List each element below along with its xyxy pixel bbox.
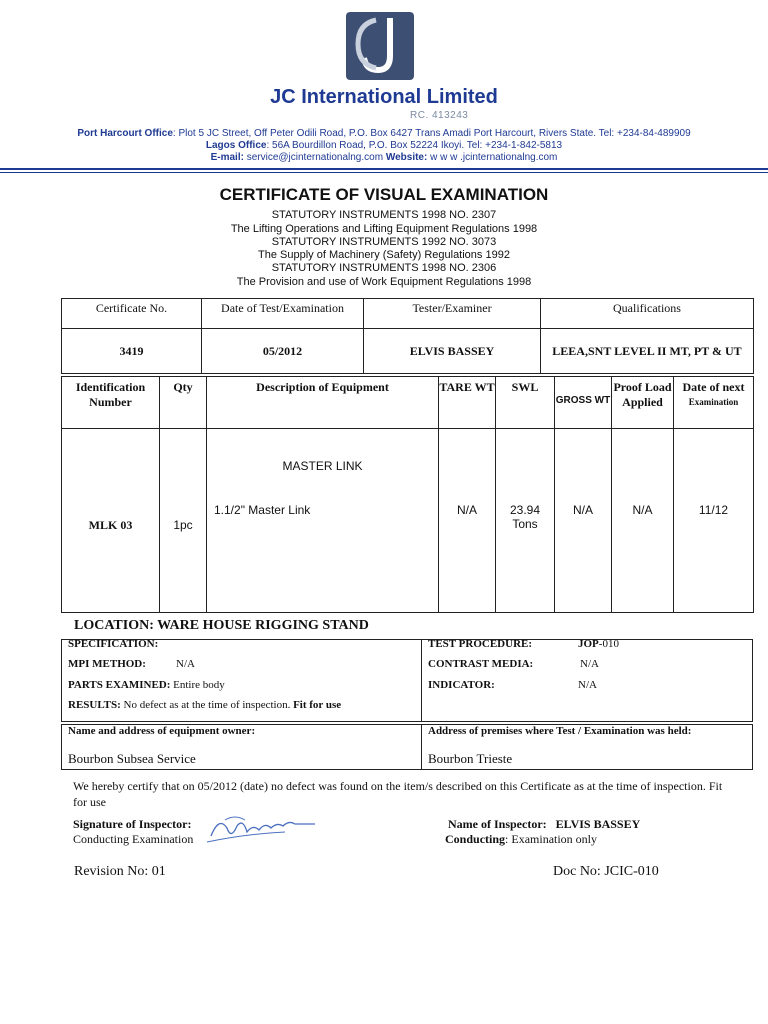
ph-office-line bbox=[0, 128, 768, 140]
swl-number: 23.94 bbox=[509, 503, 541, 517]
table-row bbox=[62, 429, 754, 613]
description-cell bbox=[207, 429, 439, 613]
id-value: MLK 03 bbox=[62, 429, 160, 613]
signature-sub: Conducting Examination bbox=[73, 832, 194, 846]
lagos-office-line bbox=[0, 140, 768, 152]
tester-header: Tester/Examiner bbox=[364, 299, 541, 329]
statute-line: STATUTORY INSTRUMENTS 1998 NO. 2307 bbox=[271, 209, 497, 221]
gross-value: N/A bbox=[555, 429, 612, 613]
test-procedure-value bbox=[578, 638, 619, 650]
id-header: Identification Number bbox=[62, 377, 160, 429]
swl-value bbox=[496, 429, 555, 613]
next-exam-header bbox=[674, 377, 754, 429]
proof-header: Proof Load Applied bbox=[612, 377, 674, 429]
parts-label: PARTS EXAMINED: bbox=[68, 679, 171, 691]
mpi-value: N/A bbox=[176, 658, 195, 670]
website-label: Website: bbox=[385, 152, 428, 163]
revision-number: Revision No: 01 bbox=[74, 864, 166, 879]
statute-line: The Supply of Machinery (Safety) Regulations 1992 bbox=[258, 249, 510, 261]
test-procedure-label: TEST PROCEDURE: bbox=[428, 638, 533, 650]
description-value: 1.1/2" Master Link bbox=[214, 503, 311, 517]
parts-value: Entire body bbox=[173, 679, 225, 691]
description-title: MASTER LINK bbox=[282, 459, 363, 473]
header-rule-thin bbox=[0, 172, 768, 173]
document-number: Doc No: JCIC-010 bbox=[553, 864, 659, 879]
inspector-name-value: ELVIS BASSEY bbox=[555, 817, 641, 831]
mpi-label: MPI METHOD: bbox=[68, 658, 146, 670]
lagos-office-text: : 56A Bourdillon Road, P.O. Box 52224 Ikoyi. Tel: +234-1-842-5813 bbox=[266, 140, 563, 151]
results-bold: Fit for use bbox=[293, 699, 342, 711]
swl-header: SWL bbox=[496, 377, 555, 429]
swl-unit: Tons bbox=[512, 517, 538, 531]
signature-label: Signature of Inspector: bbox=[73, 817, 192, 831]
premises-value: Bourbon Trieste bbox=[428, 751, 513, 766]
results-line: RESULTS: No defect as at the time of inspection. Fit for use bbox=[68, 699, 342, 711]
cert-no-value: 3419 bbox=[62, 329, 202, 374]
specification-label: SPECIFICATION: bbox=[68, 638, 159, 650]
header-rule bbox=[0, 168, 768, 170]
company-logo bbox=[346, 12, 414, 80]
results-value: No defect as at the time of inspection bbox=[123, 699, 288, 711]
tare-header: TARE WT bbox=[439, 377, 496, 429]
description-header: Description of Equipment bbox=[207, 377, 439, 429]
statute-line: STATUTORY INSTRUMENTS 1998 NO. 2306 bbox=[271, 262, 497, 274]
statute-line: The Lifting Operations and Lifting Equipment Regulations 1998 bbox=[230, 223, 538, 235]
certificate-info-table bbox=[61, 298, 754, 374]
tester-value: ELVIS BASSEY bbox=[364, 329, 541, 374]
qty-value: 1pc bbox=[160, 429, 207, 613]
gross-header: GROSS WT bbox=[555, 377, 612, 429]
parts-line bbox=[68, 679, 225, 691]
inspector-name-label: Name of Inspector: bbox=[448, 817, 547, 831]
ph-office-text: : Plot 5 JC Street, Off Peter Odili Road, P.O. Box 6427 Trans Amadi Port Harcourt, Rivers State. Tel: +234-84-489909 bbox=[172, 128, 691, 139]
cert-no-header: Certificate No. bbox=[62, 299, 202, 329]
next-exam-value: 11/12 bbox=[674, 429, 754, 613]
location: LOCATION: WARE HOUSE RIGGING STAND bbox=[74, 618, 369, 633]
lagos-office-label: Lagos Office bbox=[205, 140, 267, 151]
rc-number: RC. 413243 bbox=[410, 110, 469, 121]
specification-divider bbox=[421, 639, 422, 721]
contact-line bbox=[0, 152, 768, 164]
qty-header: Qty bbox=[160, 377, 207, 429]
date-value: 05/2012 bbox=[202, 329, 364, 374]
indicator-value: N/A bbox=[578, 679, 597, 691]
certify-statement: We hereby certify that on 05/2012 (date) no defect was found on the item/s described on this Certificate as at the time of inspection. Fit for use bbox=[73, 779, 723, 809]
tare-value: N/A bbox=[439, 429, 496, 613]
next-exam-header-sub: Examination bbox=[688, 397, 739, 407]
owner-label-line: Name and address of equipment owner: bbox=[68, 725, 256, 737]
equipment-table bbox=[61, 376, 754, 613]
statute-line: STATUTORY INSTRUMENTS 1992 NO. 3073 bbox=[271, 236, 497, 248]
conducting-label: Conducting bbox=[445, 832, 506, 846]
statute-line: The Provision and use of Work Equipment Regulations 1998 bbox=[236, 276, 532, 288]
indicator-label: INDICATOR: bbox=[428, 679, 495, 691]
website-link[interactable]: w w w .jcinternationalng.com bbox=[430, 152, 558, 163]
contrast-value: N/A bbox=[580, 658, 599, 670]
company-name: JC International Limited bbox=[270, 86, 498, 108]
qualifications-header: Qualifications bbox=[541, 299, 754, 329]
certificate-title: CERTIFICATE OF VISUAL EXAMINATION bbox=[219, 185, 549, 204]
contrast-label: CONTRAST MEDIA: bbox=[428, 658, 534, 670]
email-link[interactable]: service@jcinternationalng.com bbox=[246, 152, 384, 163]
owner-value: Bourbon Subsea Service bbox=[68, 751, 196, 766]
email-label: E-mail: bbox=[210, 152, 244, 163]
premises-label: Address of premises where Test / Examination was held: bbox=[428, 725, 692, 737]
inspector-name-line bbox=[448, 817, 640, 832]
owner-divider bbox=[421, 724, 422, 769]
date-header: Date of Test/Examination bbox=[202, 299, 364, 329]
ph-office-label: Port Harcourt Office bbox=[77, 128, 173, 139]
conducting-value: : Examination only bbox=[505, 832, 598, 846]
next-exam-header-text: Date of next bbox=[682, 380, 745, 394]
qualifications-value: LEEA,SNT LEVEL II MT, PT & UT bbox=[541, 329, 754, 374]
test-procedure-code: JOP bbox=[578, 638, 599, 650]
test-procedure-suffix: -010 bbox=[598, 638, 619, 650]
inspector-signature bbox=[205, 810, 320, 850]
proof-value: N/A bbox=[612, 429, 674, 613]
conducting-line bbox=[445, 832, 597, 847]
owner-label: Name and address of equipment owner bbox=[68, 725, 252, 737]
results-label: RESULTS: bbox=[68, 699, 121, 711]
